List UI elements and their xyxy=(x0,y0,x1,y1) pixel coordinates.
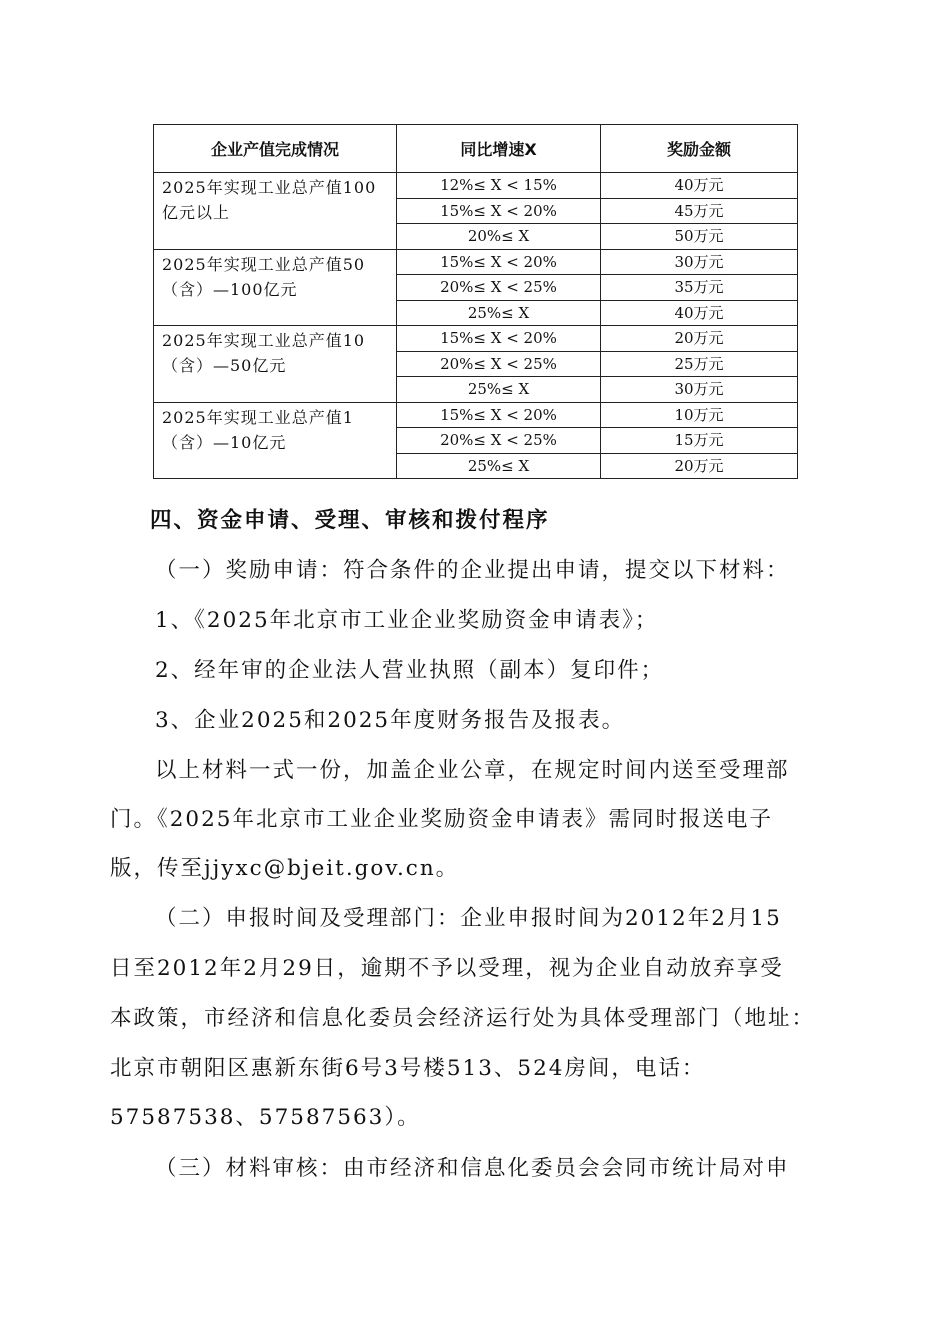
category-cell: 2025年实现工业总产值1（含）—10亿元 xyxy=(154,402,397,479)
time-line: 57587538、57587563）。 xyxy=(110,1105,421,1130)
amount-cell: 40万元 xyxy=(601,300,798,326)
amount-cell: 40万元 xyxy=(601,173,798,199)
section-heading: 四、资金申请、受理、审核和拨付程序 xyxy=(150,508,550,533)
table-row xyxy=(154,173,798,199)
table-header-row xyxy=(154,125,798,173)
growth-cell: 20%≤ X < 25% xyxy=(397,428,601,454)
reward-table xyxy=(153,124,798,479)
amount-cell: 30万元 xyxy=(601,377,798,403)
time-line: 日至2012年2月29日，逾期不予以受理，视为企业自动放弃享受 xyxy=(110,956,784,981)
growth-cell: 20%≤ X < 25% xyxy=(397,275,601,301)
amount-cell: 20万元 xyxy=(601,326,798,352)
amount-cell: 15万元 xyxy=(601,428,798,454)
submission-line: 门。《2025年北京市工业企业奖励资金申请表》需同时报送电子 xyxy=(110,807,773,832)
amount-cell: 50万元 xyxy=(601,224,798,250)
header-amount: 奖励金额 xyxy=(601,125,798,173)
table-row xyxy=(154,326,798,352)
material-item: 2、经年审的企业法人营业执照（副本）复印件； xyxy=(155,658,665,683)
growth-cell: 25%≤ X xyxy=(397,453,601,479)
amount-cell: 35万元 xyxy=(601,275,798,301)
category-cell: 2025年实现工业总产值10（含）—50亿元 xyxy=(154,326,397,403)
growth-cell: 15%≤ X < 20% xyxy=(397,402,601,428)
time-line: 北京市朝阳区惠新东街6号3号楼513、524房间，电话： xyxy=(110,1056,706,1081)
growth-cell: 12%≤ X < 15% xyxy=(397,173,601,199)
amount-cell: 25万元 xyxy=(601,351,798,377)
time-line: 本政策，市经济和信息化委员会经济运行处为具体受理部门（地址： xyxy=(110,1006,816,1031)
growth-cell: 20%≤ X xyxy=(397,224,601,250)
review-line: （三）材料审核：由市经济和信息化委员会会同市统计局对申 xyxy=(155,1156,790,1181)
material-item: 1、《2025年北京市工业企业奖励资金申请表》； xyxy=(155,608,659,633)
header-output: 企业产值完成情况 xyxy=(154,125,397,173)
growth-cell: 15%≤ X < 20% xyxy=(397,326,601,352)
amount-cell: 30万元 xyxy=(601,249,798,275)
material-item: 3、企业2025和2025年度财务报告及报表。 xyxy=(155,708,626,733)
amount-cell: 45万元 xyxy=(601,198,798,224)
time-line: （二）申报时间及受理部门：企业申报时间为2012年2月15 xyxy=(155,906,782,931)
submission-line: 以上材料一式一份，加盖企业公章，在规定时间内送至受理部 xyxy=(155,758,790,783)
category-cell: 2025年实现工业总产值50（含）—100亿元 xyxy=(154,249,397,326)
growth-cell: 20%≤ X < 25% xyxy=(397,351,601,377)
header-growth: 同比增速X xyxy=(397,125,601,173)
table-row xyxy=(154,249,798,275)
submission-line: 版，传至jjyxc@bjeit.gov.cn。 xyxy=(110,856,460,881)
growth-cell: 15%≤ X < 20% xyxy=(397,198,601,224)
table-row xyxy=(154,402,798,428)
amount-cell: 20万元 xyxy=(601,453,798,479)
growth-cell: 25%≤ X xyxy=(397,300,601,326)
apply-intro: （一）奖励申请：符合条件的企业提出申请，提交以下材料： xyxy=(155,558,790,583)
category-cell: 2025年实现工业总产值100亿元以上 xyxy=(154,173,397,250)
growth-cell: 25%≤ X xyxy=(397,377,601,403)
growth-cell: 15%≤ X < 20% xyxy=(397,249,601,275)
amount-cell: 10万元 xyxy=(601,402,798,428)
